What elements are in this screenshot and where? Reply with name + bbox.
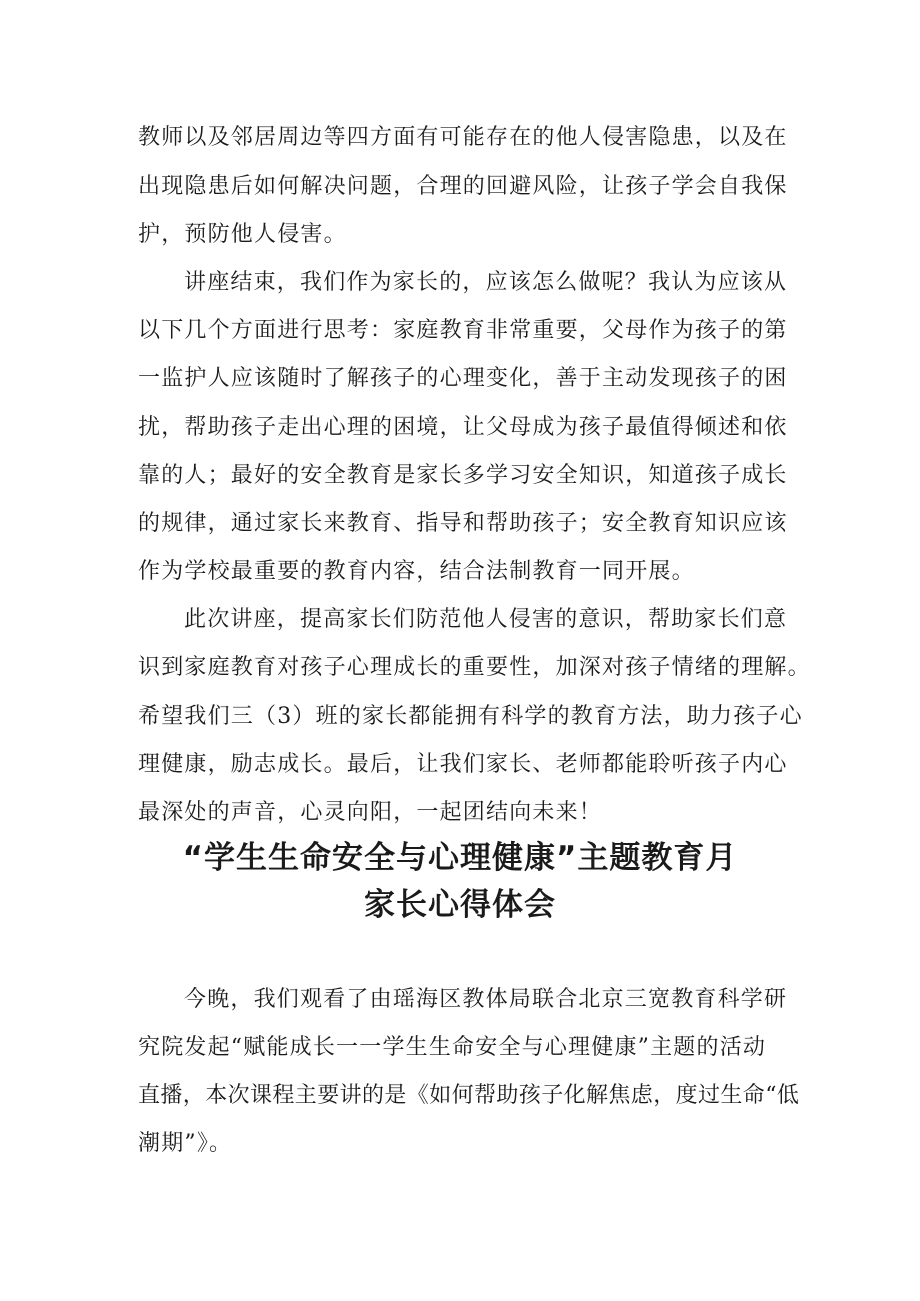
text-line: 理健康，励志成长。最后，让我们家长、老师都能聆听孩子内心 <box>138 752 788 777</box>
article-title-line-1: “学生生命安全与心理健康”主题教育月 <box>182 840 738 876</box>
text-line: 以下几个方面进行思考：家庭教育非常重要，父母作为孩子的第 <box>138 318 788 343</box>
text-line: 识到家庭教育对孩子心理成长的重要性，加深对孩子情绪的理解。 <box>138 655 811 680</box>
text-line: 讲座结束，我们作为家长的，应该怎么做呢？我认为应该从 <box>184 270 788 295</box>
text-line: 扰，帮助孩子走出心理的困境，让父母成为孩子最值得倾述和依 <box>138 415 788 440</box>
text-line: 潮期”》。 <box>138 1131 233 1156</box>
text-line: 最深处的声音，心灵向阳，一起团结向未来！ <box>138 800 603 825</box>
text-line: 的规律，通过家长来教育、指导和帮助孩子；安全教育知识应该 <box>138 511 788 536</box>
text-line: 究院发起“赋能成长一一学生生命安全与心理健康”主题的活动 <box>138 1035 767 1060</box>
text-line: 靠的人；最好的安全教育是家长多学习安全知识，知道孩子成长 <box>138 463 788 488</box>
text-line: 今晚，我们观看了由瑶海区教体局联合北京三宽教育科学研 <box>184 987 788 1012</box>
text-line: 此次讲座，提高家长们防范他人侵害的意识，帮助家长们意 <box>184 607 788 632</box>
text-line: 作为学校最重要的教育内容，结合法制教育一同开展。 <box>138 559 695 584</box>
text-line: 一监护人应该随时了解孩子的心理变化，善于主动发现孩子的困 <box>138 366 788 391</box>
text-line: 出现隐患后如何解决问题，合理的回避风险，让孩子学会自我保 <box>138 174 788 199</box>
article-title-line-2: 家长心得体会 <box>364 887 556 923</box>
text-line: 护，预防他人侵害。 <box>138 222 347 247</box>
text-line: 希望我们三（3）班的家长都能拥有科学的教育方法，助力孩子心 <box>138 704 803 729</box>
text-line: 教师以及邻居周边等四方面有可能存在的他人侵害隐患，以及在 <box>138 125 788 150</box>
text-line: 直播，本次课程主要讲的是《如何帮助孩子化解焦虑，度过生命“低 <box>138 1083 800 1108</box>
